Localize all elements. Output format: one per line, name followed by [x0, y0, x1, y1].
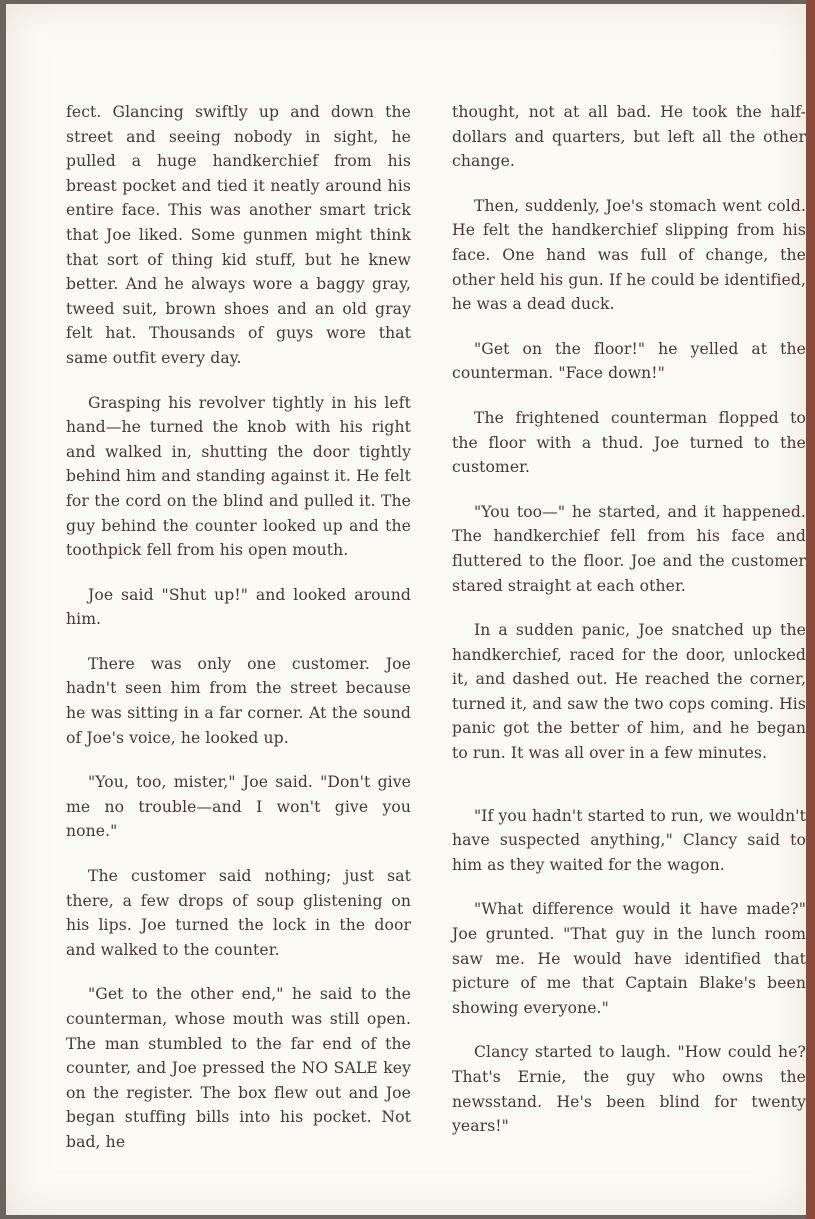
paragraph: The customer said nothing; just sat there, a few drops of soup glistening on his lips. Joe turned the lock in the door and walked to the counter. — [66, 867, 411, 959]
paragraph: The frightened counterman flopped to the floor with a thud. Joe turned to the customer. — [452, 408, 806, 477]
paragraph: fect. Glancing swiftly up and down the street and seeing nobody in sight, he pulled a huge handkerchief from his breast pocket and tied it neatly around his entire face. This was another smart trick that Joe liked. Some gunmen might think that sort of thing kid stuff, but he knew better. And he always wore a baggy gray, tweed suit, brown shoes and an old gray felt hat. Thousands of guys wore that same outfit every day. — [66, 103, 411, 367]
paragraph: thought, not at all bad. He took the half-dollars and quarters, but left all the other change. — [452, 103, 806, 171]
paragraph: "You, too, mister," Joe said. "Don't give me no trouble—and I won't give you none." — [66, 773, 411, 841]
paragraph: "If you hadn't started to run, we wouldn't have suspected anything," Clancy said to him as they waited for the wagon. — [452, 806, 806, 874]
section-break — [452, 786, 806, 804]
paragraph: "What difference would it have made?" Joe grunted. "That guy in the lunch room saw me. He would have identified that picture of me that Captain Blake's been showing everyone." — [452, 900, 806, 1017]
right-column — [452, 100, 806, 1159]
page-edge — [806, 0, 815, 1219]
left-column — [66, 100, 411, 1175]
paragraph: Then, suddenly, Joe's stomach went cold. He felt the handkerchief slipping from his face. One hand was full of change, the other held his gun. If he could be identified, he was a dead duck. — [452, 196, 806, 314]
paragraph: "Get to the other end," he said to the counterman, whose mouth was still open. The man stumbled to the far end of the counter, and Joe pressed the NO SALE key on the register. The box flew out and Joe began stuffing bills into his pocket. Not bad, he — [66, 985, 411, 1151]
paragraph: There was only one customer. Joe hadn't seen him from the street because he was sitting in a far corner. At the sound of Joe's voice, he looked up. — [66, 654, 411, 747]
paragraph: Joe said "Shut up!" and looked around him. — [66, 585, 411, 629]
paragraph: "You too—" he started, and it happened. The handkerchief fell from his face and fluttered to the floor. Joe and the customer stared straight at each other. — [452, 502, 806, 595]
paragraph: Clancy started to laugh. "How could he? That's Ernie, the guy who owns the newsstand. He's been blind for twenty years!" — [452, 1043, 806, 1136]
paragraph: Grasping his revolver tightly in his left hand—he turned the knob with his right and walked in, shutting the door tightly behind him and standing against it. He felt for the cord on the blind and pulled it. The guy behind the counter looked up and the toothpick fell from his open mouth. — [66, 393, 411, 560]
paragraph: In a sudden panic, Joe snatched up the handkerchief, raced for the door, unlocked it, and dashed out. He reached the corner, turned it, and saw the two cops coming. His panic got the better of him, and he began to run. It was all over in a few minutes. — [452, 621, 806, 763]
paragraph: "Get on the floor!" he yelled at the counterman. "Face down!" — [452, 339, 806, 383]
